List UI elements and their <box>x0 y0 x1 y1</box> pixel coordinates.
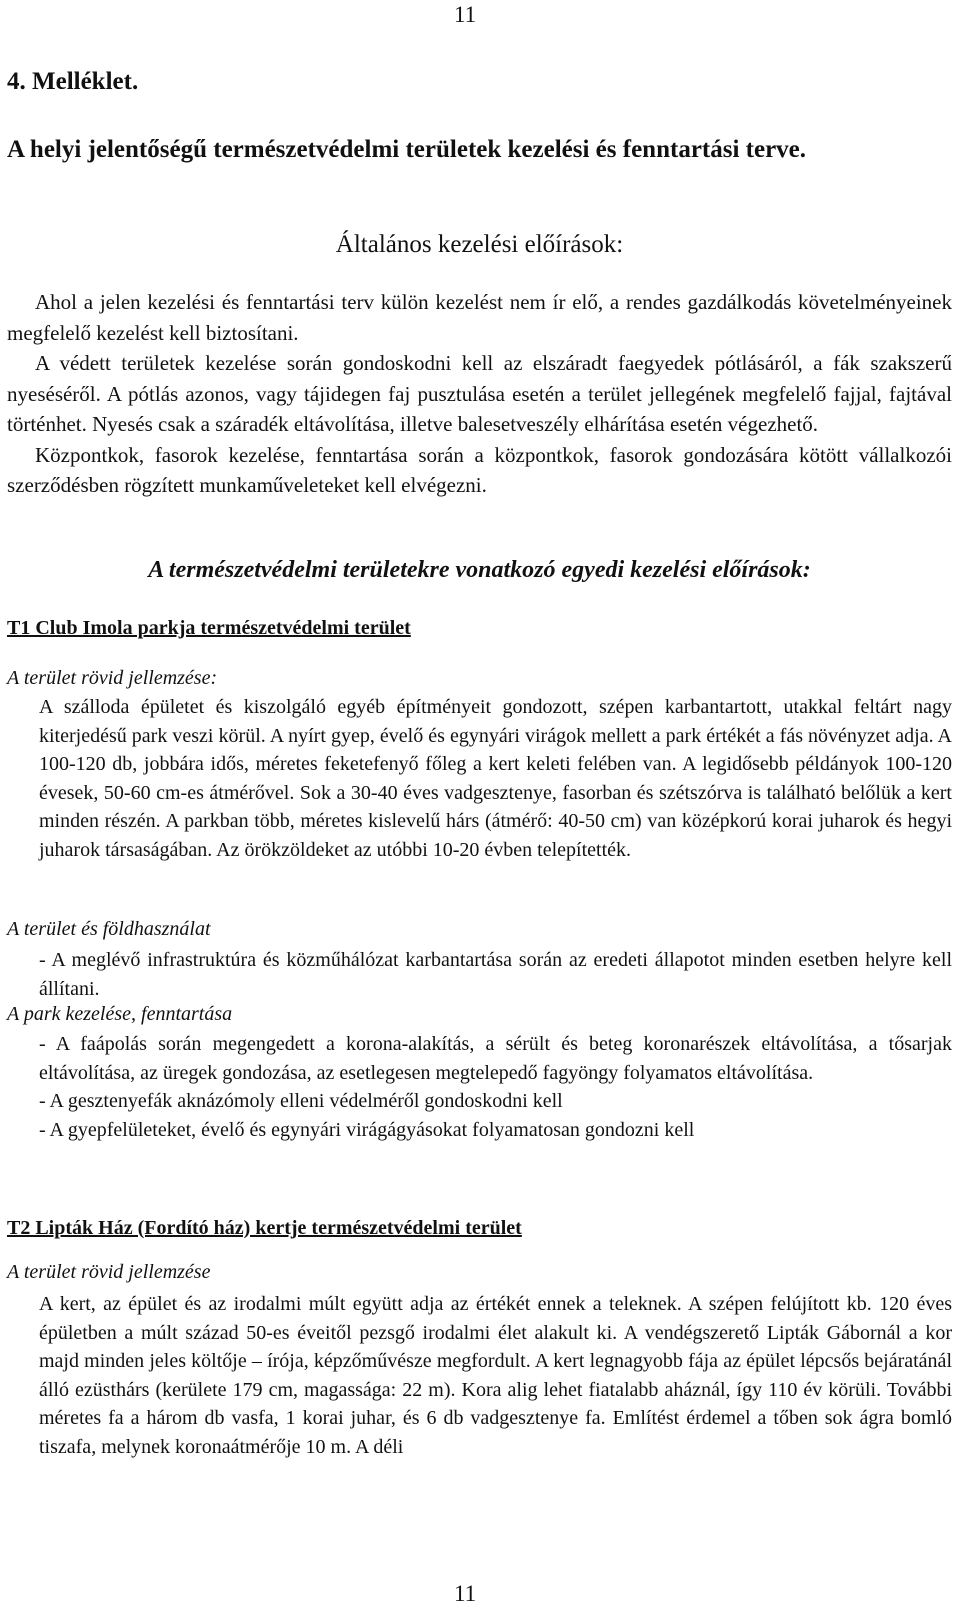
t1-maintenance-list <box>39 1030 952 1145</box>
t1-maintenance-item-2: - A gesztenyefák aknázómoly elleni védelméről gondoskodni kell <box>39 1090 563 1113</box>
general-paragraph-1: Ahol a jelen kezelési és fenntartási terv külön kezelést nem ír elő, a rendes gazdálkodás követelményeinek megfelelő kezelést kell biztosítani. <box>7 290 952 345</box>
annex-label: 4. Melléklet. <box>7 68 139 95</box>
t1-land-use <box>39 946 952 1003</box>
t2-description-text: A kert, az épület és az irodalmi múlt együtt adja az értékét ennek a teleknek. A szépen felújított kb. 120 éves épületben a múlt század 50-es éveitől pezsgő irodalmi élet alakult ki. A vendégszerető Lipták Gábornál a kor majd minden jeles költője – írója, képzőművésze megfordult. A kert legnagyobb fája az épület lépcsős bejáratánál álló ezüsthárs (kerülete 179 cm, magassága: 22 m). Kora alig lehet fiatalabb aháznál, így 110 év körüli. További méretes fa a három db vasfa, 1 korai juhar, és 6 db vadgesztenye fa. Említést érdemel a tőben sok ágra bomló tiszafa, melynek koronaátmérője 10 m. A déli <box>39 1293 952 1458</box>
t1-heading: T1 Club Imola parkja természetvédelmi terület <box>7 617 411 639</box>
t2-description <box>39 1290 952 1461</box>
page-number-bottom: 11 <box>454 1581 477 1606</box>
t1-description-text: A szálloda épületet és kiszolgáló egyéb építményeit gondozott, szépen karbantartott, utakkal feltárt nagy kiterjedésű park veszi körül. A nyírt gyep, évelő és egynyári virágok mellett a park értékét a fás növényzet adja. A 100-120 db, jobbára idős, méretes feketefenyő főleg a kert keleti felében van. A legidősebb példányok 100-120 évesek, 50-60 cm-es átmérővel. Sok a 30-40 éves vadgesztenye, fasorban és szétszórva is található belőlük a kert minden részén. A parkban több, méretes kislevelű hárs (átmérő: 40-50 cm) van középkorú korai juharok és hegyi juharok társaságában. Az örökzöldeket az utóbbi 10-20 évben telepítették. <box>39 696 952 861</box>
general-paragraph-2: A védett területek kezelése során gondoskodni kell az elszáradt faegyedek pótlásáról, a fák szakszerű nyeséséről. A pótlás azonos, vagy tájidegen faj pusztulása esetén a terület jellegének megfelelő fajjal, fajtával történhet. Nyesés csak a száradék eltávolítása, illetve balesetveszély elhárítása esetén végezhető. <box>7 351 952 436</box>
general-paragraph-3: Központkok, fasorok kezelése, fenntartása során a központkok, fasorok gondozására kötött vállalkozói szerződésben rögzített munkaműveleteket kell elvégezni. <box>7 442 952 497</box>
t1-land-use-label: A terület és földhasználat <box>7 918 211 940</box>
t2-heading: T2 Lipták Ház (Fordító ház) kertje természetvédelmi terület <box>7 1217 522 1239</box>
t1-description-label: A terület rövid jellemzése: <box>7 667 218 689</box>
specific-section-heading: A természetvédelmi területekre vonatkozó egyedi kezelési előírások: <box>148 557 811 583</box>
document-title: A helyi jelentőségű természetvédelmi területek kezelési és fenntartási terve. <box>7 136 807 163</box>
t1-maintenance-item-3: - A gyepfelületeket, évelő és egynyári virágágyásokat folyamatosan gondozni kell <box>39 1119 695 1142</box>
t1-description <box>39 693 952 864</box>
t1-maintenance-item-1: - A faápolás során megengedett a korona-alakítás, a sérült és beteg koronarészek eltávolítása, a tősarjak eltávolítása, az üregek gondozása, az esetlegesen megtelepedő fagyöngy folyamatos eltávolítása. <box>39 1033 952 1084</box>
page-number-top: 11 <box>454 2 477 27</box>
t1-maintenance-label: A park kezelése, fenntartása <box>7 1003 233 1025</box>
t1-land-use-text: - A meglévő infrastruktúra és közműhálózat karbantartása során az eredeti állapotot minden esetben helyre kell állítani. <box>39 949 952 1000</box>
general-section-heading: Általános kezelési előírások: <box>335 231 624 258</box>
t2-description-label: A terület rövid jellemzése <box>7 1261 211 1283</box>
general-section-body <box>7 287 952 501</box>
